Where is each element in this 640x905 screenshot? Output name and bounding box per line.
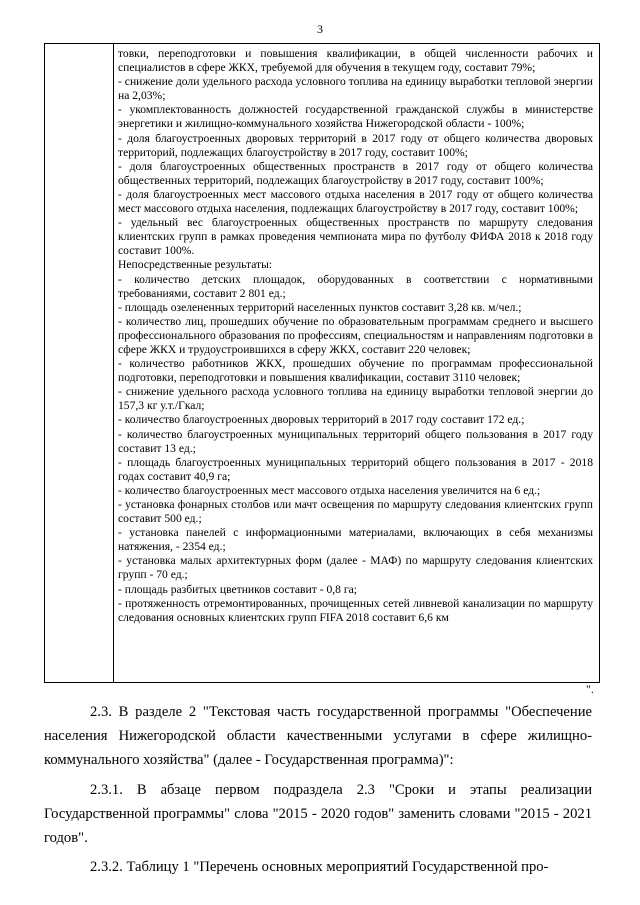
table-line: - доля благоустроенных мест массового отдыха населения в 2017 году от общего количества мест массового отдыха населения, подлежащих благоустройству в 2017 году, составит 100%;: [118, 187, 593, 216]
table-line: - снижение доли удельного расхода условного топлива на единицу выработки тепловой энергии на 2,03%;: [118, 75, 593, 103]
table-line: - количество детских площадок, оборудованных в соответствии с нормативными требованиями, составит 2 801 ед.;: [118, 272, 593, 300]
paragraph: 2.3.1. В абзаце первом подраздела 2.3 "Сроки и этапы реализации Государственной программы" слова "2015 - 2020 годов" заменить словами "2015 - 2021 годов".: [44, 781, 592, 847]
paragraph: 2.3. В разделе 2 "Текстовая часть государственной программы "Обеспечение населения Нижегородской области качественными услугами в сфере жилищно-коммунального хозяйства" (далее - Государственная программа)":: [44, 704, 592, 769]
table-line: - доля благоустроенных общественных пространств в 2017 году от общего количества общественных территорий, подлежащих благоустройству в 2017 году, составит 100%;: [118, 159, 593, 187]
page-number: 3: [317, 22, 323, 36]
table-line: - количество лиц, прошедших обучение по образовательным программам среднего и высшего профессионального образования по профессиям, специальностям и направлениям подготовки в сфере ЖКХ и трудоустроившихся в сферу ЖКХ, составит 220 человек;: [118, 314, 593, 356]
table-line: Непосредственные результаты:: [118, 258, 273, 272]
table-line: - площадь разбитых цветников составит - 0,8 га;: [118, 582, 357, 596]
closing-quote: ".: [586, 682, 594, 696]
table-line: - площадь благоустроенных муниципальных территорий общего пользования в 2017 - 2018 годах составит 40,9 га;: [118, 455, 593, 483]
body-text: [44, 700, 592, 879]
table-line: - количество благоустроенных дворовых территорий в 2017 году составит 172 ед.;: [118, 413, 525, 427]
table-line: - удельный вес благоустроенных общественных пространств по маршруту следования клиентских групп в рамках проведения чемпионата мира по футболу ФИФА 2018 к 2018 году составит 100%.: [118, 216, 593, 258]
table-right-cell: [115, 47, 599, 682]
targets-table: [44, 43, 600, 683]
table-line: - протяженность отремонтированных, прочищенных сетей ливневой канализации по маршруту следования основных клиентских групп FIFA 2018 составит 6,6 км: [118, 596, 593, 624]
table-left-cell: [45, 44, 114, 682]
paragraph: 2.3.2. Таблицу 1 "Перечень основных мероприятий Государственной про-: [90, 859, 549, 876]
table-line: - снижение удельного расхода условного топлива на единицу выработки тепловой энергии до 157,3 кг у.т./Гкал;: [118, 385, 593, 413]
table-line: - установка фонарных столбов или мачт освещения по маршруту следования клиентских групп составит 500 ед.;: [118, 498, 593, 526]
table-line: - укомплектованность должностей государственной гражданской службы в министерстве энергетики и жилищно-коммунального хозяйства Нижегородской области - 100%;: [118, 103, 593, 131]
table-line: - установка панелей с информационными материалами, включающих в себя механизмы натяжения, - 2354 ед.;: [118, 526, 593, 554]
table-line: - количество работников ЖКХ, прошедших обучение по программам профессиональной подготовки, переподготовки и повышения квалификации, составит 3110 человек;: [118, 357, 593, 385]
table-line: - площадь озелененных территорий населенных пунктов составит 3,28 кв. м/чел.;: [118, 300, 522, 314]
table-line: товки, переподготовки и повышения квалификации, в общей численности рабочих и специалистов в сфере ЖКХ, требуемой для обучения в текущем году, составит 79%;: [118, 47, 593, 75]
table-line: - количество благоустроенных мест массового отдыха населения увеличится на 6 ед.;: [118, 483, 541, 497]
table-line: - установка малых архитектурных форм (далее - МАФ) по маршруту следования клиентских групп - 70 ед.;: [118, 554, 593, 582]
table-line: - количество благоустроенных муниципальных территорий общего пользования в 2017 году составит 13 ед.;: [118, 427, 593, 455]
table-line: - доля благоустроенных дворовых территорий в 2017 году от общего количества дворовых территорий, подлежащих благоустройству в 2017 году, составит 100%;: [118, 131, 593, 159]
